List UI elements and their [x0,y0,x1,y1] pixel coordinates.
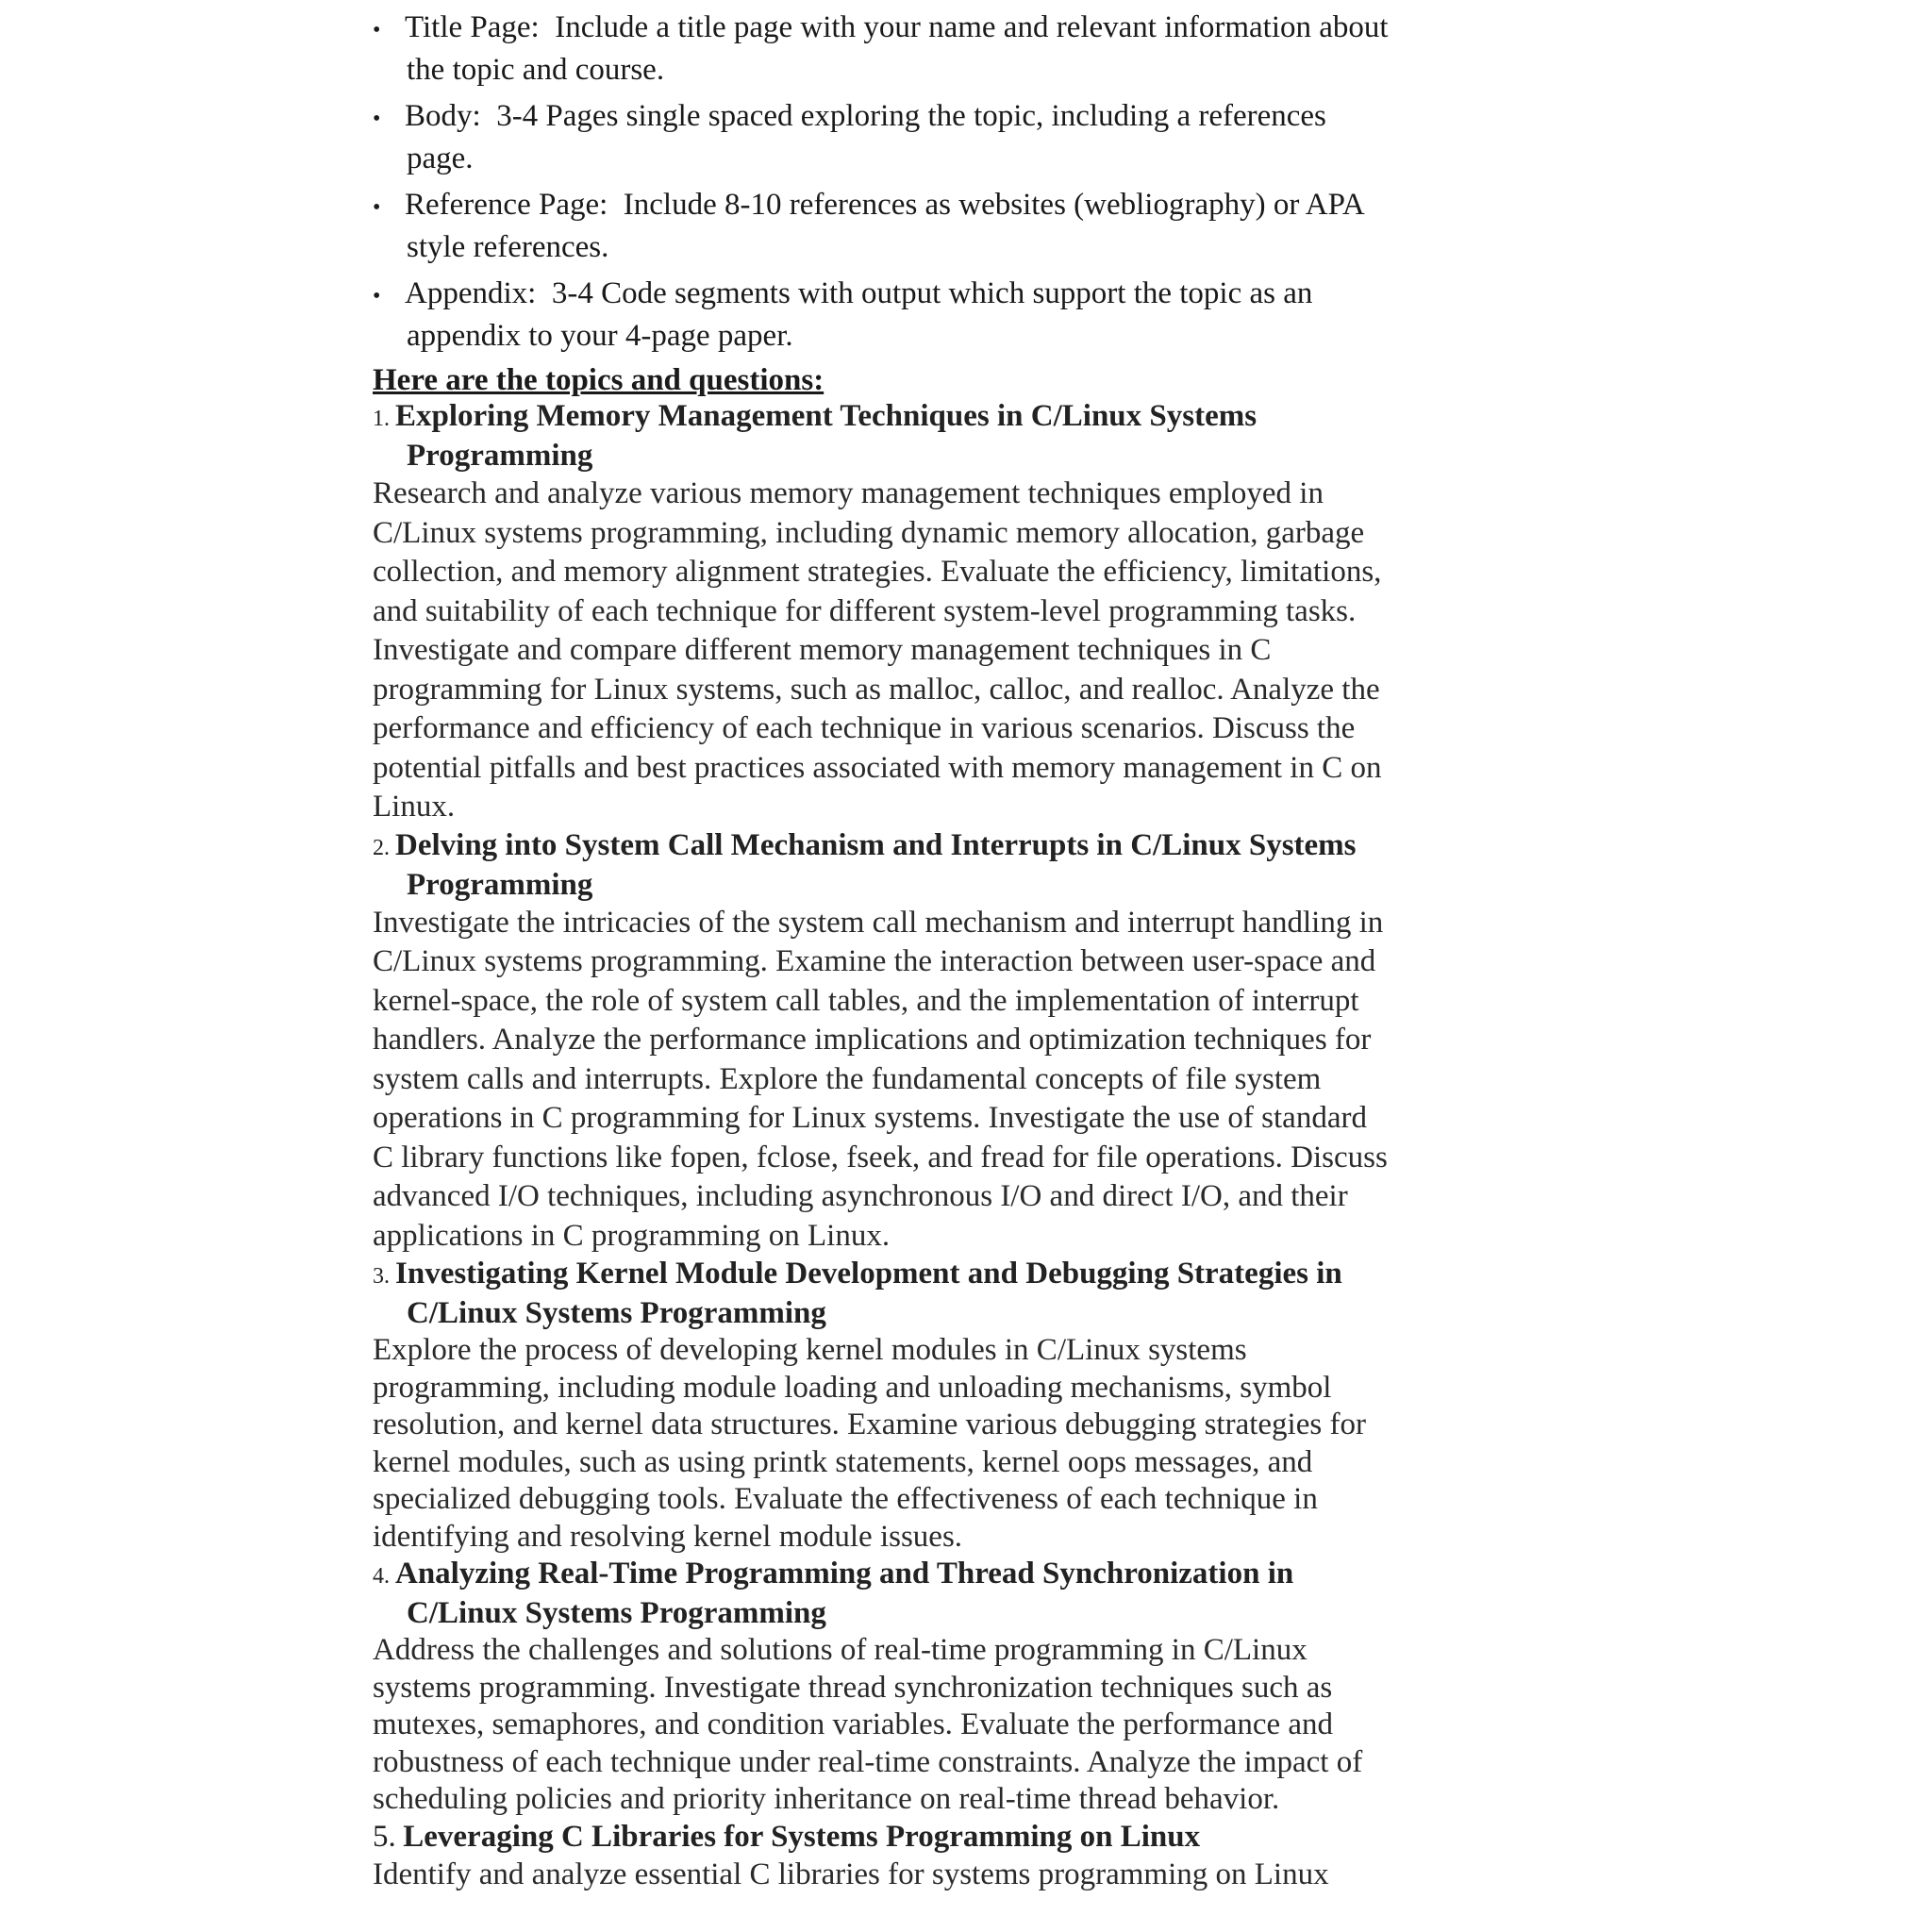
requirement-text: 3-4 Pages single spaced exploring the topic, including a references page. [407,99,1326,175]
topic-title [373,1556,1391,1632]
requirement-label: Title Page: [405,10,540,44]
topic-body: Explore the process of developing kernel modules in C/Linux systems programming, including module loading and unloading mechanisms, symbol resolution, and kernel data structures. Examine various debugging strategies for kernel modules, such as using printk statements, kernel oops messages, and specialized debugging tools. Evaluate the effectiveness of each technique in identifying and resolving kernel module issues. [373,1333,1366,1554]
topic-body: Identify and analyze essential C libraries for systems programming on Linux [373,1857,1329,1891]
requirement-label: Appendix: [405,276,537,310]
topic-body: Investigate the intricacies of the system call mechanism and interrupt handling in C/Linux systems programming. Examine the interaction between user-space and kernel-space, the role of system call tables, and the implementation of interrupt handlers. Analyze the performance implications and optimization techniques for system calls and interrupts. Explore the fundamental concepts of file system operations in C programming for Linux systems. Investigate the use of standard C library functions like fopen, fclose, fseek, and fread for file operations. Discuss advanced I/O techniques, including asynchronous I/O and direct I/O, and their applications in C programming on Linux. [373,905,1388,1253]
topic-1 [373,398,1391,827]
topic-number: 2. [373,835,390,860]
requirement-text: Include 8-10 references as websites (webliography) or APA style references. [407,188,1363,264]
topics-heading: Here are the topics and questions: [373,363,824,397]
topic-body: Research and analyze various memory management techniques employed in C/Linux systems programming, including dynamic memory allocation, garbage collection, and memory alignment strategies. Evaluate the efficiency, limitations, and suitability of each technique for different system-level programming tasks. Investigate and compare different memory management techniques in C programming for Linux systems, such as malloc, calloc, and realloc. Analyze the performance and efficiency of each technique in various scenarios. Discuss the potential pitfalls and best practices associated with memory management in C on Linux. [373,476,1382,824]
topic-2 [373,827,1391,1257]
bullet-icon: • [373,284,381,308]
requirement-label: Reference Page: [405,188,608,222]
topic-body: Address the challenges and solutions of real-time programming in C/Linux systems programming. Investigate thread synchronization techniques such as mutexes, semaphores, and condition variables. Evaluate the performance and robustness of each technique under real-time constraints. Analyze the impact of scheduling policies and priority inheritance on real-time thread behavior. [373,1633,1363,1816]
topic-4 [373,1556,1391,1819]
topic-title-text: Exploring Memory Management Techniques in C/Linux Systems Programming [395,399,1257,473]
document-page [373,8,1391,1894]
topic-title [373,398,1391,475]
bullet-icon: • [373,195,381,220]
topic-title-text: Leveraging C Libraries for Systems Programming on Linux [403,1819,1201,1854]
requirement-text: Include a title page with your name and relevant information about the topic and course. [407,10,1389,87]
requirement-item-title-page [373,8,1391,90]
bullet-icon: • [373,18,381,42]
requirement-item-reference-page [373,185,1391,267]
topic-number: 5. [373,1819,396,1854]
topic-number: 4. [373,1564,390,1589]
requirements-list [373,8,1391,356]
bullet-icon: • [373,107,381,131]
topic-title [373,1819,1391,1856]
topic-5 [373,1819,1391,1895]
requirement-item-appendix [373,274,1391,356]
requirement-item-body [373,96,1391,178]
topic-number: 1. [373,407,390,431]
requirement-label: Body: [405,99,481,133]
topic-title [373,827,1391,904]
topic-title-text: Investigating Kernel Module Development and Debugging Strategies in C/Linux Systems Programming [395,1257,1342,1330]
topic-title-text: Analyzing Real-Time Programming and Thread Synchronization in C/Linux Systems Programming [395,1557,1294,1630]
topic-number: 3. [373,1264,390,1289]
requirement-text: 3-4 Code segments with output which support the topic as an appendix to your 4-page paper. [407,276,1313,353]
topic-title-text: Delving into System Call Mechanism and Interrupts in C/Linux Systems Programming [395,827,1357,902]
topic-title [373,1256,1391,1332]
topic-3 [373,1256,1391,1556]
